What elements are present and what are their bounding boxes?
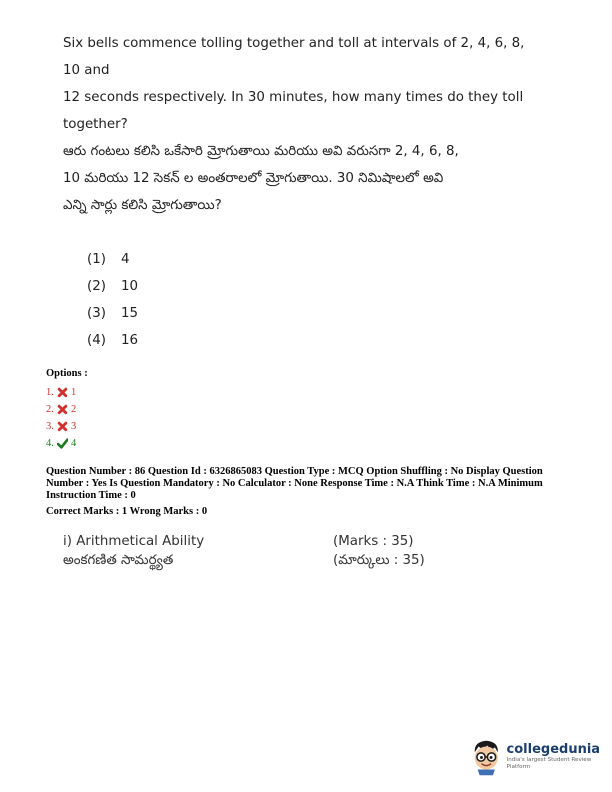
mascot-icon [470,738,503,776]
choice-number: (1) [87,252,106,267]
choice-value: 10 [121,279,139,294]
options-heading: Options : [46,368,88,379]
option-number: 4. [46,438,54,449]
section-row-telugu [63,551,463,570]
collegedunia-logo [470,738,612,776]
section-row-english [63,532,463,551]
section-marks: (Marks : 35) [333,534,414,549]
question-line: together? [63,117,128,132]
metadata-line: Number : Yes Is Question Mandatory : No Calculator : None Response Time : N.A Think Time : N.A Minimum [46,478,543,489]
option-value: 1 [71,387,77,398]
option-value: 4 [71,438,77,449]
option-value: 2 [71,404,77,415]
option-item [46,401,76,418]
question-line: 12 seconds respectively. In 30 minutes, how many times do they toll [63,90,524,105]
choice-item [87,246,138,273]
question-line: ఆరు గంటలు కలిసి ఒకేసారి మ్రోగుతాయి మరియు అవి వరుసగా 2, 4, 6, 8, [63,144,459,159]
question-metadata [46,466,566,502]
choice-item [87,300,138,327]
section-header [63,532,463,570]
option-number: 1. [46,387,54,398]
choice-number: (3) [87,306,106,321]
question-text-english [63,30,533,138]
section-marks-telugu: (మార్కులు : 35) [333,553,425,568]
metadata-line: Instruction Time : 0 [46,490,136,501]
option-value: 3 [71,421,77,432]
option-item [46,384,76,401]
logo-tagline: India's largest Student Review Platform [506,757,592,770]
choice-item [87,273,138,300]
question-line: ఎన్ని సార్లు కలిసి మ్రోగుతాయి? [63,198,222,213]
answer-choices [87,246,138,354]
choice-number: (4) [87,333,106,348]
cross-icon [57,404,68,415]
cross-icon [57,387,68,398]
option-item [46,435,76,452]
choice-item [87,327,138,354]
option-number: 3. [46,421,54,432]
choice-number: (2) [87,279,106,294]
choice-value: 4 [121,252,130,267]
question-line: 10 మరియు 12 సెకన్ ల అంతరాలలో మ్రోగుతాయి. 30 నిమిషాలలో అవి [63,171,444,186]
cross-icon [57,421,68,432]
question-text-telugu [63,138,533,219]
metadata-line: Question Number : 86 Question Id : 6326865083 Question Type : MCQ Option Shuffling : No Display Question [46,466,543,477]
check-icon [57,438,68,449]
choice-value: 15 [121,306,139,321]
question-line: Six bells commence tolling together and toll at intervals of 2, 4, 6, 8, 10 and [63,36,525,78]
marks-info: Correct Marks : 1 Wrong Marks : 0 [46,506,208,517]
option-number: 2. [46,404,54,415]
options-list [46,384,76,452]
option-item [46,418,76,435]
choice-value: 16 [121,333,139,348]
logo-name: collegedunia [506,742,601,757]
section-title-telugu: అంకగణిత సామర్థ్యత [63,553,174,568]
section-title: i) Arithmetical Ability [63,534,205,549]
